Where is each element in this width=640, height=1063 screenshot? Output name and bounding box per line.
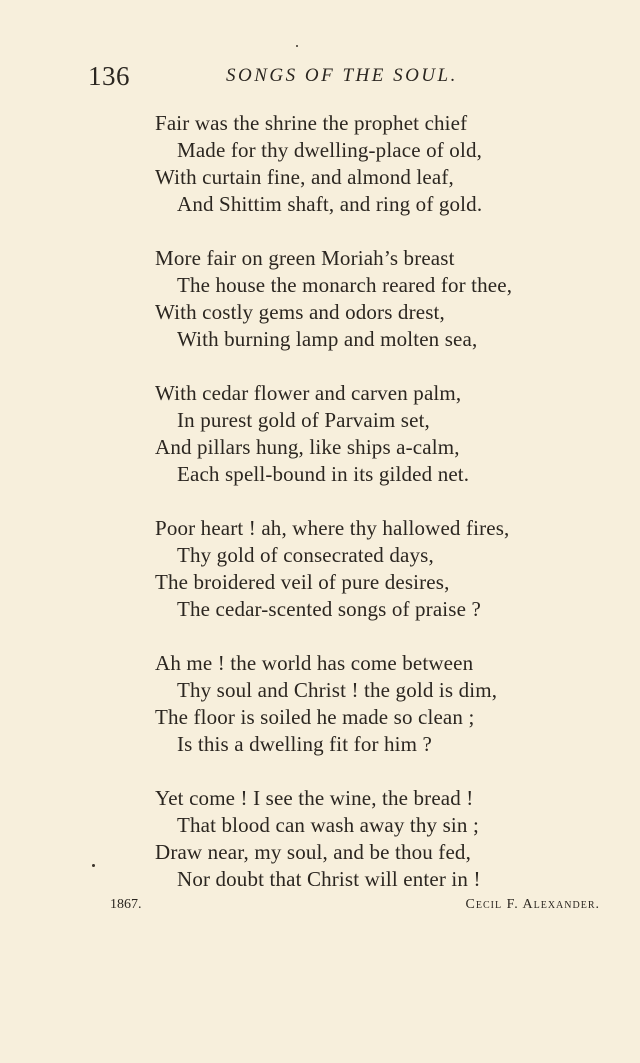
poem-line: Ah me ! the world has come between — [155, 651, 474, 675]
poem — [155, 110, 595, 920]
poem-line: That blood can wash away thy sin ; — [177, 813, 479, 837]
stanza-3 — [155, 380, 595, 488]
poem-line: The cedar-scented songs of praise ? — [177, 597, 481, 621]
page-footer — [110, 893, 600, 917]
poem-line: With costly gems and odors drest, — [155, 300, 445, 324]
poem-line: With curtain fine, and almond leaf, — [155, 165, 454, 189]
page-number: 136 — [88, 61, 130, 91]
ink-speck — [296, 45, 298, 47]
poem-line: With burning lamp and molten sea, — [177, 327, 478, 351]
poem-date: 1867. — [110, 897, 142, 912]
poem-line: And Shittim shaft, and ring of gold. — [177, 192, 483, 216]
poem-line: Fair was the shrine the prophet chief — [155, 111, 468, 135]
poem-line: More fair on green Moriah’s breast — [155, 246, 455, 270]
poem-line: In purest gold of Parvaim set, — [177, 408, 430, 432]
poem-line: Draw near, my soul, and be thou fed, — [155, 840, 471, 864]
poem-line: The broidered veil of pure desires, — [155, 570, 450, 594]
poem-line: Made for thy dwelling-place of old, — [177, 138, 482, 162]
stanza-4 — [155, 515, 595, 623]
stanza-5 — [155, 650, 595, 758]
poem-line: Thy gold of consecrated days, — [177, 543, 434, 567]
poem-line: Is this a dwelling fit for him ? — [177, 732, 433, 756]
poem-line: Yet come ! I see the wine, the bread ! — [155, 786, 474, 810]
stanza-2 — [155, 245, 595, 353]
stanza-1 — [155, 110, 595, 218]
stanza-6 — [155, 785, 595, 893]
page-header — [88, 56, 508, 96]
poem-line: Nor doubt that Christ will enter in ! — [177, 867, 481, 891]
poem-line: Each spell-bound in its gilded net. — [177, 462, 470, 486]
poem-line: The floor is soiled he made so clean ; — [155, 705, 475, 729]
ink-speck — [92, 864, 95, 867]
poem-line: Poor heart ! ah, where thy hallowed fires, — [155, 516, 510, 540]
poem-line: With cedar flower and carven palm, — [155, 381, 462, 405]
poem-author: Cecil F. Alexander. — [465, 897, 600, 912]
poem-line: And pillars hung, like ships a-calm, — [155, 435, 460, 459]
poem-line: The house the monarch reared for thee, — [177, 273, 513, 297]
poem-line: Thy soul and Christ ! the gold is dim, — [177, 678, 498, 702]
running-head: SONGS OF THE SOUL. — [226, 65, 458, 86]
